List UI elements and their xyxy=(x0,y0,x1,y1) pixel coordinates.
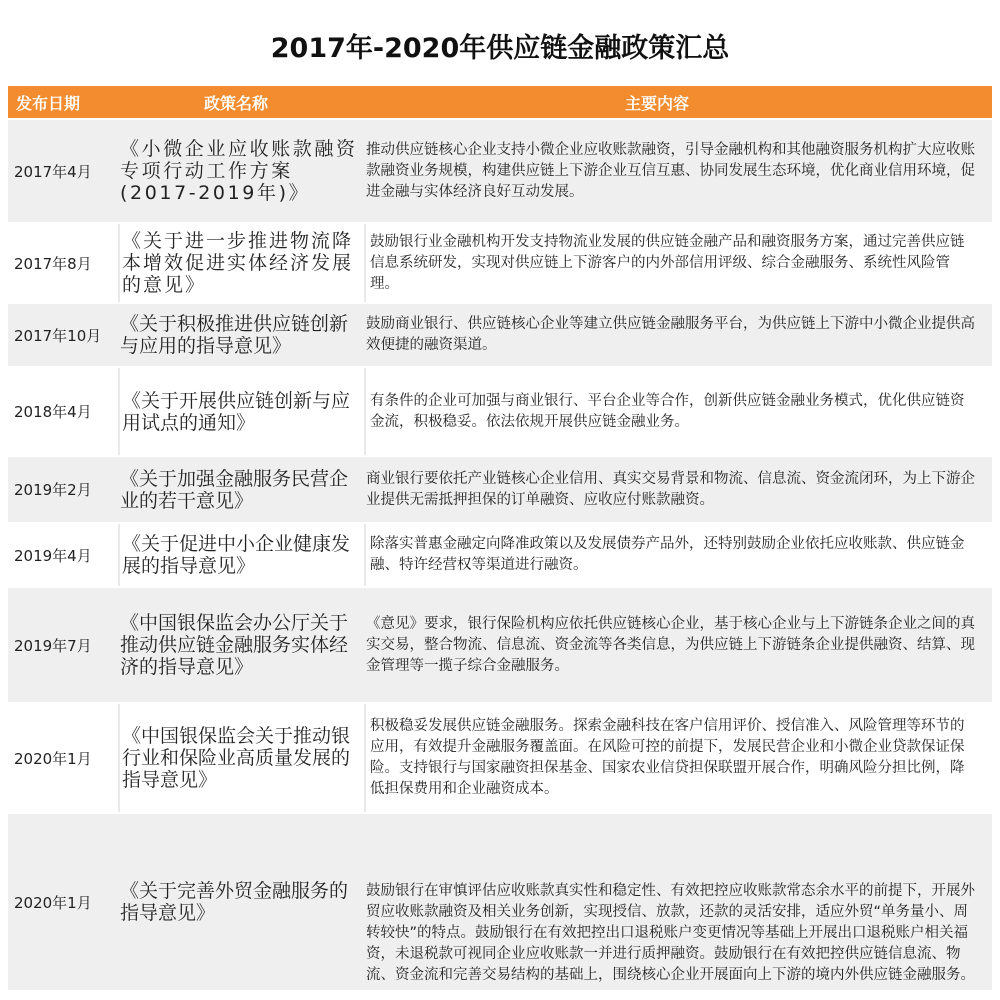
page-title: 2017年-2020年供应链金融政策汇总 xyxy=(270,33,730,64)
cell-policy-name: 《关于积极推进供应链创新与应用的指导意见》 xyxy=(118,304,362,366)
cell-content: 除落实普惠金融定向降准政策以及发展债券产品外，还特别鼓励企业依托应收账款、供应链金融、特许经营权等渠道进行融资。 xyxy=(366,524,992,586)
cell-content: 商业银行要依托产业链核心企业信用、真实交易背景和物流、信息流、资金流闭环，为上下游企业提供无需抵押担保的订单融资、应收应付账款融资。 xyxy=(362,457,992,522)
cell-content: 有条件的企业可加强与商业银行、平台企业等合作，创新供应链金融业务模式，优化供应链资金流，积极稳妥。依法依规开展供应链金融业务。 xyxy=(366,368,992,455)
table-row xyxy=(8,455,992,522)
cell-content: 鼓励银行业金融机构开发支持物流业发展的供应链金融产品和融资服务方案，通过完善供应链信息系统研发，实现对供应链上下游客户的内外部信用评级、综合金融服务、系统性风险管理。 xyxy=(366,224,992,302)
table-row xyxy=(8,366,992,455)
cell-date: 2018年4月 xyxy=(8,368,118,455)
cell-date: 2020年1月 xyxy=(8,814,118,990)
table-row xyxy=(8,222,992,302)
table-row xyxy=(8,522,992,586)
cell-date: 2019年2月 xyxy=(8,457,118,522)
policy-table xyxy=(8,86,992,990)
cell-content: 鼓励商业银行、供应链核心企业等建立供应链金融服务平台，为供应链上下游中小微企业提供高效便捷的融资渠道。 xyxy=(362,304,992,366)
cell-date: 2017年8月 xyxy=(8,224,118,302)
cell-date: 2019年4月 xyxy=(8,524,118,586)
cell-date: 2019年7月 xyxy=(8,588,118,702)
header-date: 发布日期 xyxy=(16,93,81,113)
table-row xyxy=(8,702,992,812)
table-row xyxy=(8,302,992,366)
cell-content: 积极稳妥发展供应链金融服务。探索金融科技在客户信用评价、授信准入、风险管理等环节的应用，有效提升金融服务覆盖面。在风险可控的前提下，发展民营企业和小微企业贷款保证保险。支持银行与国家融资担保基金、国家农业信贷担保联盟开展合作，明确风险分担比例，降低担保费用和企业融资成本。 xyxy=(366,704,992,812)
cell-policy-name: 《关于促进中小企业健康发展的指导意见》 xyxy=(120,524,364,586)
cell-policy-name: 《中国银保监会办公厅关于推动供应链金融服务实体经济的指导意见》 xyxy=(118,588,362,702)
cell-policy-name: 《中国银保监会关于推动银行业和保险业高质量发展的指导意见》 xyxy=(120,704,364,812)
cell-date: 2020年1月 xyxy=(8,704,118,812)
cell-content: 鼓励银行在审慎评估应收账款真实性和稳定性、有效把控应收账款常态余水平的前提下，开展外贸应收账款融资及相关业务创新，实现授信、放款，还款的灵活安排，适应外贸“单务量小、周转较快”的特点。鼓励银行在有效把控出口退税账户变更情况等基础上开展出口退税账户相关福资，未退税款可视同企业应收账款一并进行质押融资。鼓励银行在有效把控供应链信息流、物流、资金流和完善交易结构的基础上，围绕核心企业开展面向上下游的境内外供应链金融服务。 xyxy=(362,814,992,990)
cell-date: 2017年10月 xyxy=(8,304,118,366)
cell-policy-name: 《关于进一步推进物流降本增效促进实体经济发展的意见》 xyxy=(120,224,364,302)
table-row xyxy=(8,812,992,990)
cell-policy-name: 《小微企业应收账款融资专项行动工作方案(2017-2019年)》 xyxy=(118,120,362,222)
cell-policy-name: 《关于开展供应链创新与应用试点的通知》 xyxy=(120,368,364,455)
cell-policy-name: 《关于加强金融服务民营企业的若干意见》 xyxy=(118,457,362,522)
cell-date: 2017年4月 xyxy=(8,120,118,222)
table-row xyxy=(8,118,992,222)
table-row xyxy=(8,586,992,702)
header-name: 政策名称 xyxy=(204,93,269,113)
cell-content: 《意见》要求，银行保险机构应依托供应链核心企业，基于核心企业与上下游链条企业之间的真实交易，整合物流、信息流、资金流等各类信息，为供应链上下游链条企业提供融资、结算、现金管理等一揽子综合金融服务。 xyxy=(362,588,992,702)
cell-policy-name: 《关于完善外贸金融服务的指导意见》 xyxy=(118,814,362,990)
table-header xyxy=(8,86,992,118)
cell-content: 推动供应链核心企业支持小微企业应收账款融资，引导金融机构和其他融资服务机构扩大应收账款融资业务规模，构建供应链上下游企业互信互惠、协同发展生态环境，优化商业信用环境，促进金融与实体经济良好互动发展。 xyxy=(362,120,992,222)
header-content: 主要内容 xyxy=(624,93,689,113)
